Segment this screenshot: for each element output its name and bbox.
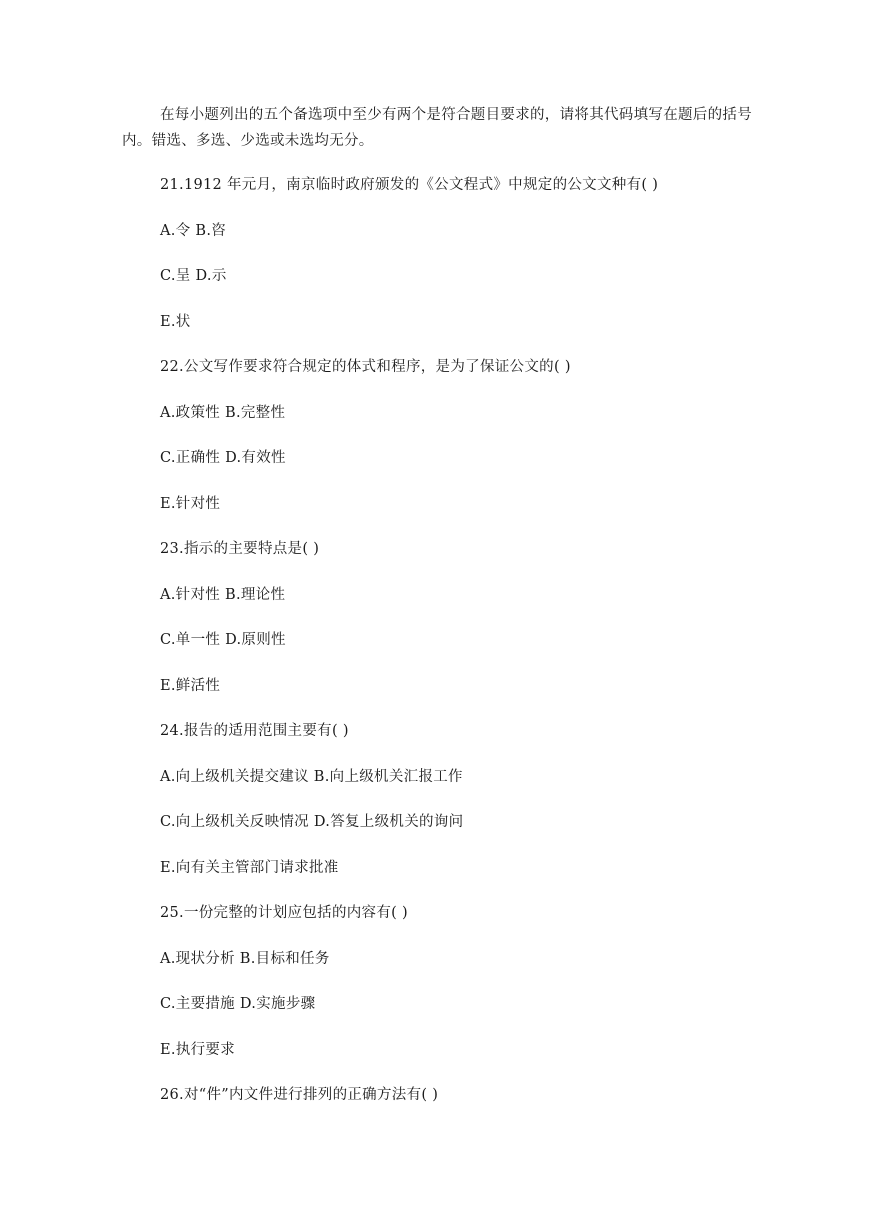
question-24-option-e: E.向有关主管部门请求批准 — [160, 860, 339, 876]
section-instructions: 在每小题列出的五个备选项中至少有两个是符合题目要求的，请将其代码填写在题后的括号内。错选、多选、少选或未选均无分。 — [122, 107, 752, 149]
question-22-options-cd: C.正确性 D.有效性 — [160, 450, 286, 466]
question-23-option-e: E.鲜活性 — [160, 678, 221, 694]
question-21-options-cd: C.呈 D.示 — [160, 268, 227, 284]
question-22-options-ab: A.政策性 B.完整性 — [160, 405, 286, 421]
question-23-options-cd: C.单一性 D.原则性 — [160, 632, 286, 648]
question-21-option-e: E.状 — [160, 314, 191, 330]
question-24-options-ab: A.向上级机关提交建议 B.向上级机关汇报工作 — [160, 769, 463, 785]
question-21-options-ab: A.令 B.咨 — [160, 223, 227, 239]
question-24-options-cd: C.向上级机关反映情况 D.答复上级机关的询问 — [160, 814, 464, 830]
question-26-stem: 26.对“件”内文件进行排列的正确方法有( ) — [160, 1087, 439, 1103]
question-25-options-cd: C.主要措施 D.实施步骤 — [160, 996, 316, 1012]
question-25-options-ab: A.现状分析 B.目标和任务 — [160, 951, 330, 967]
question-24-stem: 24.报告的适用范围主要有( ) — [160, 723, 349, 739]
question-25-stem: 25.一份完整的计划应包括的内容有( ) — [160, 905, 408, 921]
question-22-option-e: E.针对性 — [160, 496, 221, 512]
question-21-stem: 21.1912 年元月，南京临时政府颁发的《公文程式》中规定的公文文种有( ) — [160, 177, 659, 193]
question-22-stem: 22.公文写作要求符合规定的体式和程序，是为了保证公文的( ) — [160, 359, 571, 375]
question-23-stem: 23.指示的主要特点是( ) — [160, 541, 320, 557]
question-25-option-e: E.执行要求 — [160, 1042, 235, 1058]
question-23-options-ab: A.针对性 B.理论性 — [160, 587, 286, 603]
